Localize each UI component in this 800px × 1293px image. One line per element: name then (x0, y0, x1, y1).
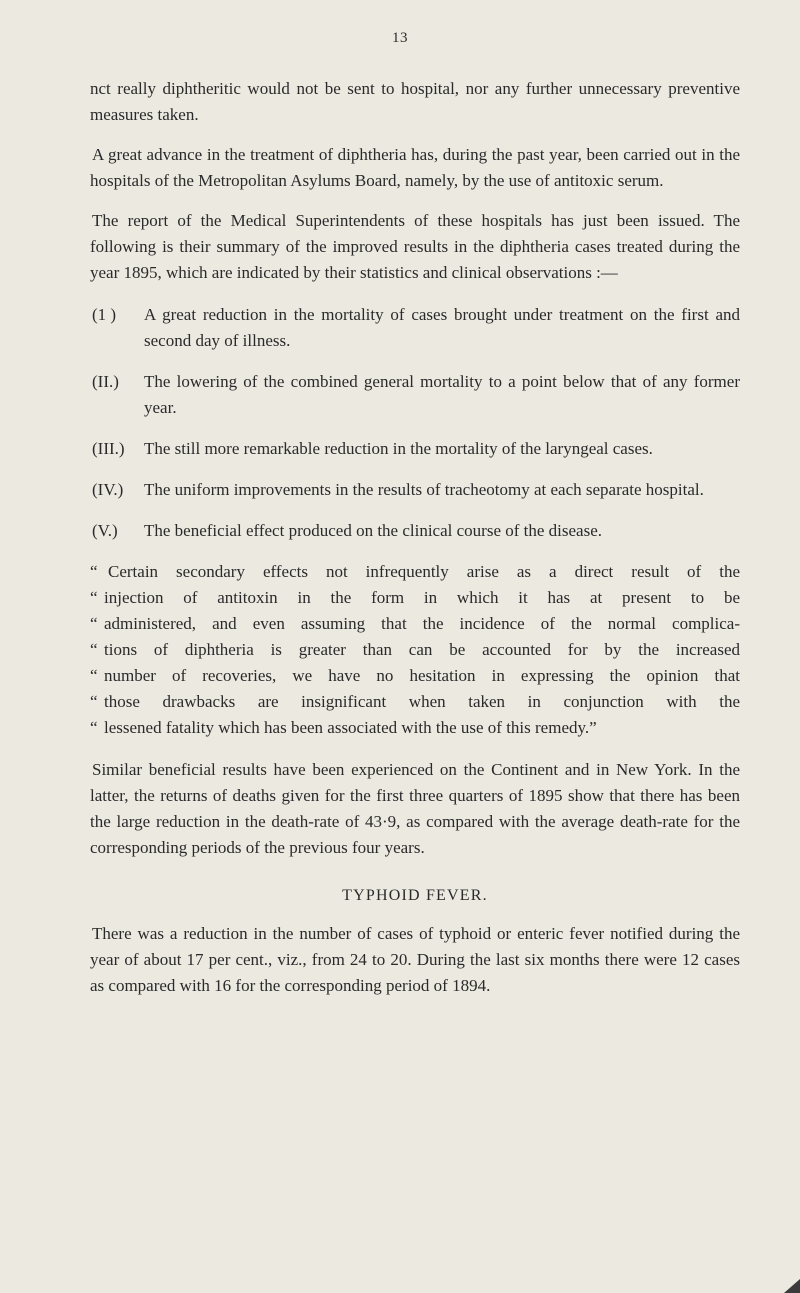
section-heading-typhoid: TYPHOID FEVER. (342, 887, 488, 904)
summary-item-marker: (IV.) (92, 480, 124, 499)
quote-line (90, 559, 740, 585)
summary-item-text: The uniform improvements in the results of tracheotomy at each separate hospital. (144, 480, 704, 499)
summary-item (90, 477, 740, 503)
summary-item (90, 369, 740, 421)
quote-mark: “ (90, 562, 98, 581)
quote-mark: “ (90, 614, 98, 633)
quote-text: tions of diphtheria is greater than can be accounted for by the increased (104, 640, 740, 659)
quote-text: number of recoveries, we have no hesitation in expressing the opinion that (104, 666, 740, 685)
quote-text: injection of antitoxin in the form in which it has at present to be (104, 588, 740, 607)
quote-line (90, 715, 740, 741)
summary-item-text: The still more remarkable reduction in the mortality of the laryngeal cases. (144, 439, 653, 458)
quote-text: lessened fatality which has been associated with the use of this remedy.” (104, 718, 597, 737)
summary-item-text: A great reduction in the mortality of cases brought under treatment on the first and second day of illness. (144, 305, 740, 350)
quote-text: administered, and even assuming that the incidence of the normal complica- (104, 614, 740, 633)
quote-mark: “ (90, 588, 98, 607)
page-content (90, 76, 740, 1013)
paragraph-continent-results: Similar beneficial results have been experienced on the Continent and in New York. In the latter, the returns of deaths given for the first three quarters of 1895 show that there has been the large reduction in the death-rate of 43·9, as compared with the average death-rate for the corresponding periods of the previous four years. (90, 760, 740, 857)
quote-mark: “ (90, 640, 98, 659)
summary-item-marker: (1 ) (92, 305, 117, 324)
paragraph-continuation: nct really diphtheritic would not be sent to hospital, nor any further unnecessary preventive measures taken. (90, 79, 740, 124)
page-corner-mark (784, 1279, 800, 1293)
quote-line (90, 611, 740, 637)
quote-line (90, 585, 740, 611)
quote-text: Certain secondary effects not infrequently arise as a direct result of the (108, 562, 740, 581)
summary-item-marker: (II.) (92, 372, 119, 391)
quote-mark: “ (90, 666, 98, 685)
paragraph-report-summary: The report of the Medical Superintendents of these hospitals has just been issued. The following is their summary of the improved results in the diphtheria cases treated during the year 1895, which are indicated by their statistics and clinical observations :— (90, 211, 740, 282)
summary-item-text: The beneficial effect produced on the clinical course of the disease. (144, 521, 603, 540)
block-quote (90, 559, 740, 741)
quote-line (90, 637, 740, 663)
quote-line (90, 689, 740, 715)
page-number: 13 (392, 30, 408, 46)
quote-mark: “ (90, 692, 98, 711)
quote-line (90, 663, 740, 689)
summary-item (90, 436, 740, 462)
summary-item (90, 302, 740, 354)
summary-item-marker: (III.) (92, 439, 125, 458)
paragraph-typhoid: There was a reduction in the number of cases of typhoid or enteric fever notified during the year of about 17 per cent., viz., from 24 to 20. During the last six months there were 12 cases as compared with 16 for the corresponding period of 1894. (90, 924, 740, 995)
quote-mark: “ (90, 718, 98, 737)
summary-item (90, 518, 740, 544)
quote-text: those drawbacks are insignificant when taken in conjunction with the (104, 692, 740, 711)
paragraph-antitoxic-serum: A great advance in the treatment of diphtheria has, during the past year, been carried out in the hospitals of the Metropolitan Asylums Board, namely, by the use of antitoxic serum. (90, 145, 740, 190)
summary-item-marker: (V.) (92, 521, 118, 540)
summary-list (90, 302, 740, 544)
summary-item-text: The lowering of the combined general mortality to a point below that of any former year. (144, 372, 740, 417)
